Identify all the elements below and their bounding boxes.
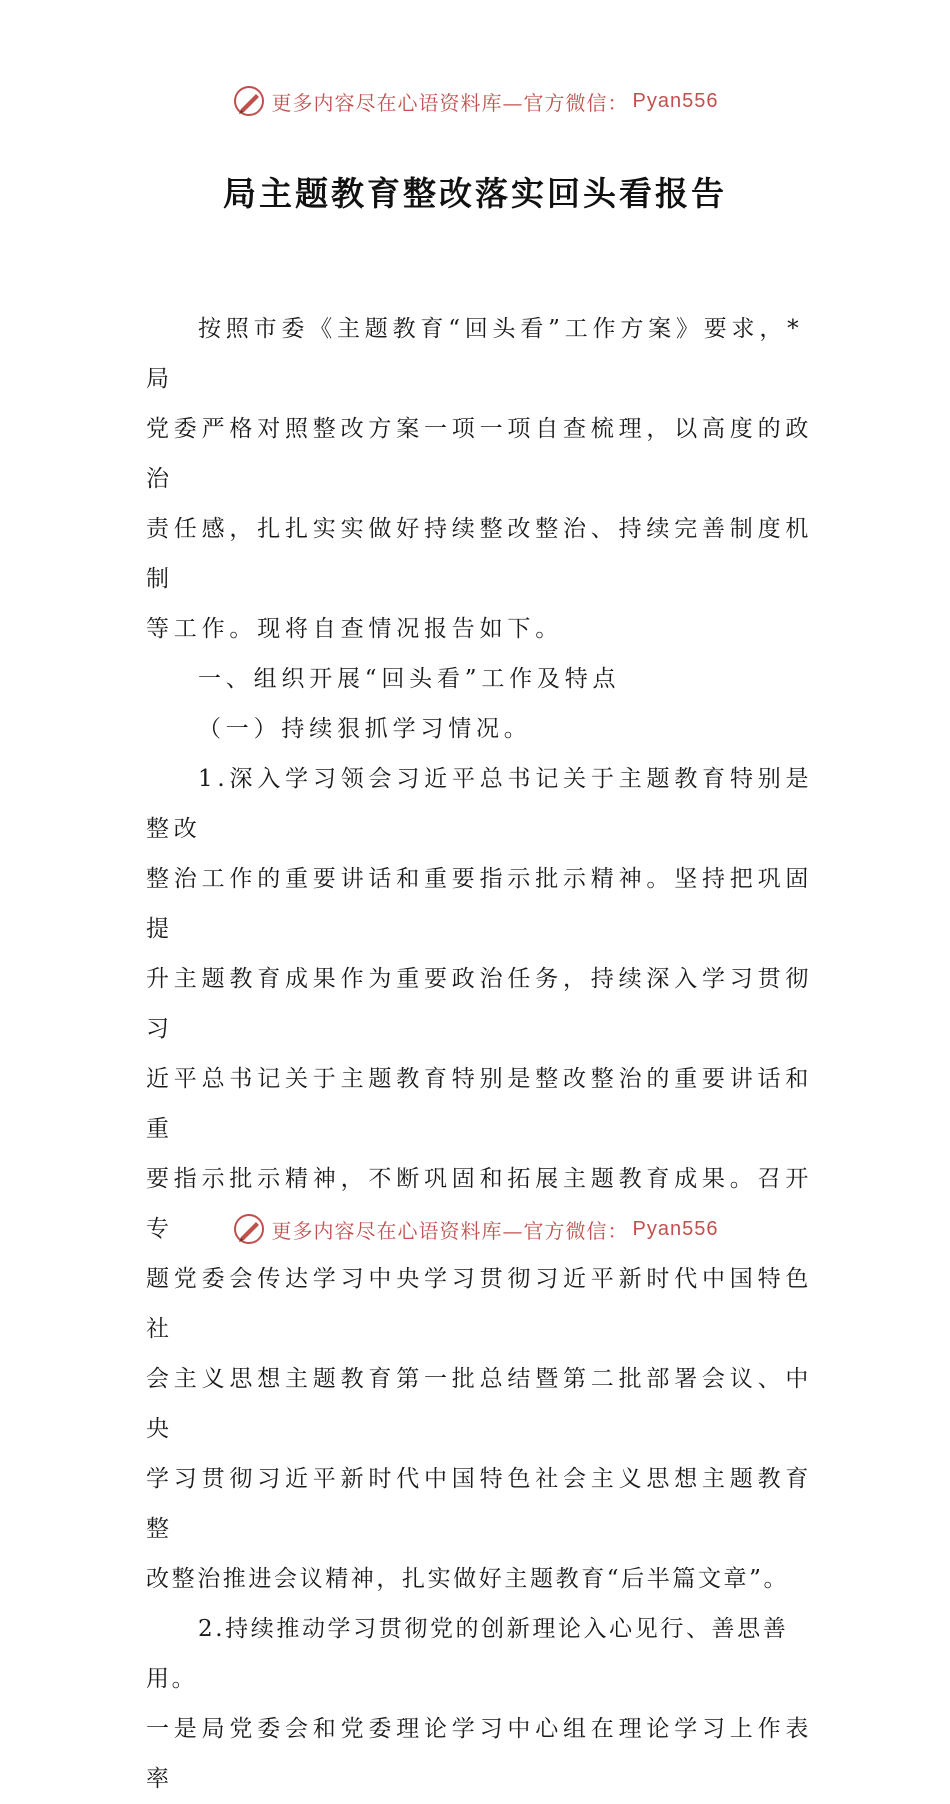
body-line: 2.持续推动学习贯彻党的创新理论入心见行、善思善用。: [146, 1616, 789, 1692]
subsection-heading: （一）持续狠抓学习情况。: [198, 716, 532, 742]
section-heading: 一、组织开展“回头看”工作及特点: [198, 666, 621, 692]
watermark-handle: Pyan556: [632, 1217, 719, 1240]
watermark-footer: [0, 1212, 950, 1246]
watermark-handle: Pyan556: [632, 89, 719, 112]
watermark-text: 更多内容尽在心语资料库—官方微信：: [271, 1218, 629, 1243]
body-line: 责任感，扎扎实实做好持续整改整治、持续完善制度机制: [146, 516, 814, 592]
body-line: 要指示批示精神，不断巩固和拓展主题教育成果。召开专: [146, 1166, 814, 1242]
document-title: 局主题教育整改落实回头看报告: [223, 174, 727, 213]
document-body: [146, 304, 826, 1804]
body-line: 按照市委《主题教育“回头看”工作方案》要求，*局: [146, 316, 804, 392]
watermark-text: 更多内容尽在心语资料库—官方微信：: [271, 90, 629, 115]
body-line: 题党委会传达学习中央学习贯彻习近平新时代中国特色社: [146, 1266, 814, 1342]
pen-logo-icon: [232, 84, 266, 118]
body-line: 会主义思想主题教育第一批总结暨第二批部署会议、中央: [146, 1366, 814, 1442]
pen-logo-icon: [232, 1212, 266, 1246]
body-line: 等工作。现将自查情况报告如下。: [146, 616, 563, 642]
body-line: 近平总书记关于主题教育特别是整改整治的重要讲话和重: [146, 1066, 814, 1142]
body-line: 一是局党委会和党委理论学习中心组在理论学习上作表率: [146, 1716, 814, 1792]
body-line: 改整治推进会议精神，扎实做好主题教育“后半篇文章”。: [146, 1566, 790, 1592]
watermark-header: [0, 84, 950, 118]
body-line: 升主题教育成果作为重要政治任务，持续深入学习贯彻习: [146, 966, 814, 1042]
body-line: 学习贯彻习近平新时代中国特色社会主义思想主题教育整: [146, 1466, 814, 1542]
body-line: 1.深入学习领会习近平总书记关于主题教育特别是整改: [146, 766, 814, 842]
body-line: 整治工作的重要讲话和重要指示批示精神。坚持把巩固提: [146, 866, 814, 942]
body-line: 党委严格对照整改方案一项一项自查梳理，以高度的政治: [146, 416, 814, 492]
